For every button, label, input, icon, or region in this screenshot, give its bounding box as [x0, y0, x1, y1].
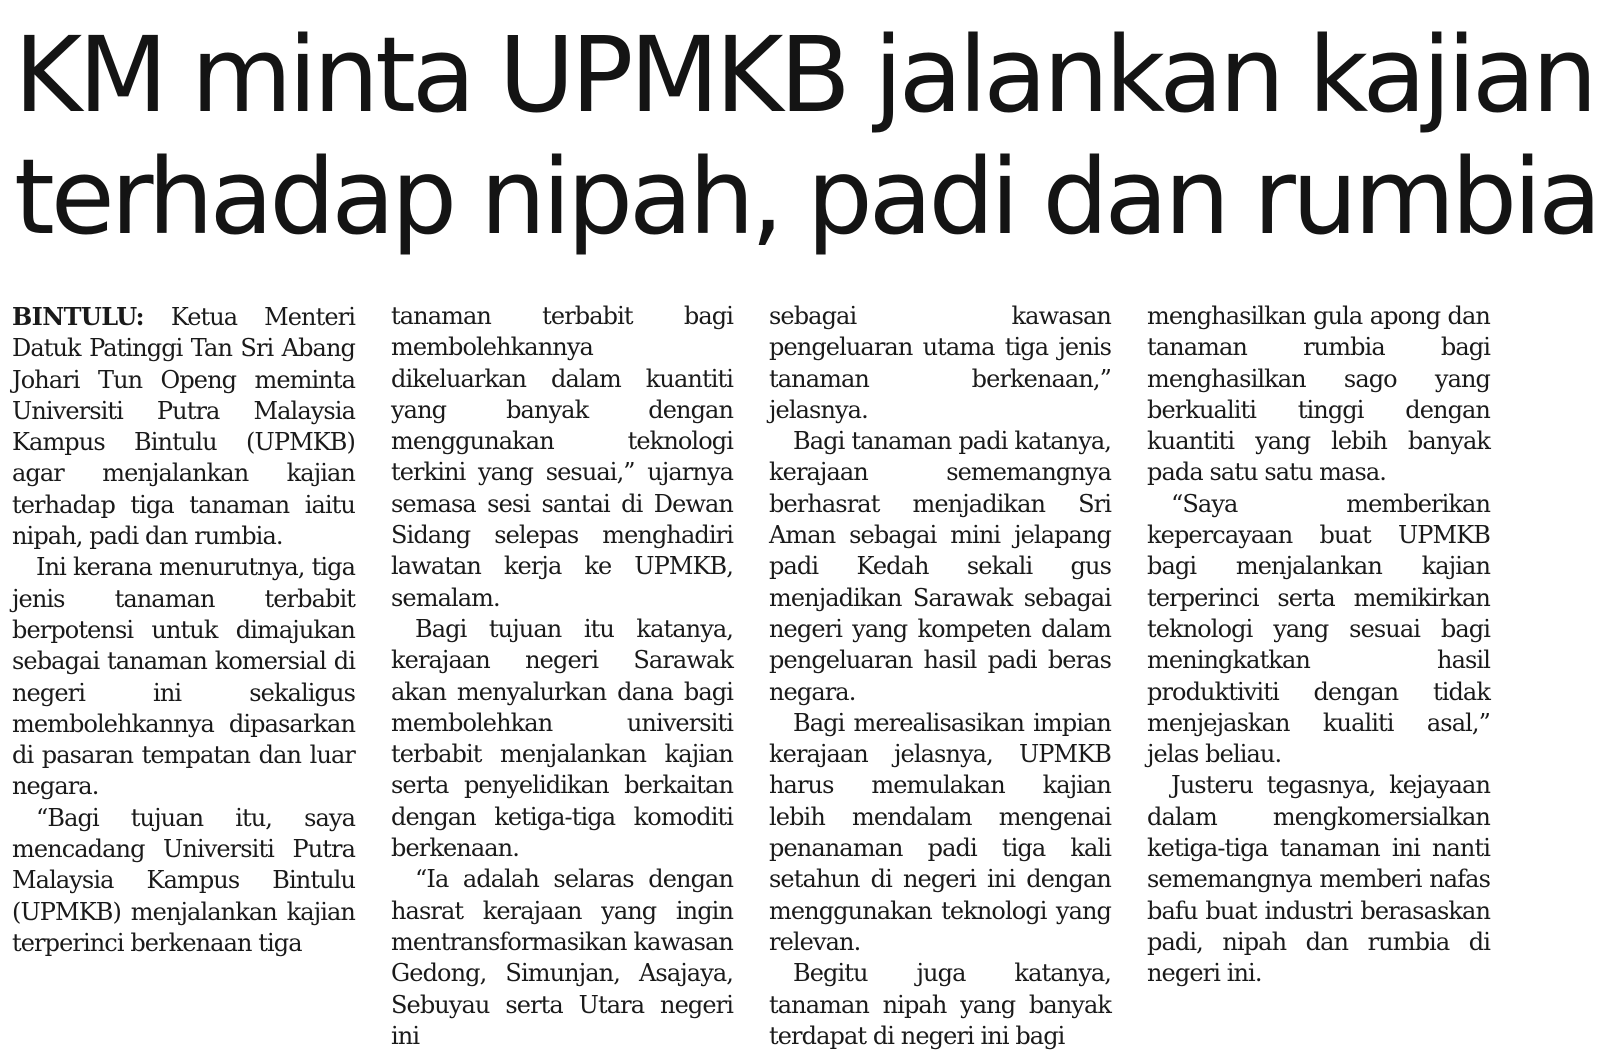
paragraph: Justeru tegasnya, kejayaan dalam mengkomersialkan ketiga-tiga tanaman ini nanti sememangnya memberi nafas bafu buat industri berasaskan padi, nipah dan rumbia di negeri ini. — [1147, 771, 1490, 988]
paragraph: Ini kerana menurutnya, tiga jenis tanaman terbabit berpotensi untuk dimajukan sebagai tanaman komersial di negeri ini sekaligus membolehkannya dipasarkan di pasaran tempatan dan luar negara. — [12, 553, 355, 801]
paragraph: Begitu juga katanya, tanaman nipah yang banyak terdapat di negeri ini bagi — [769, 959, 1111, 1050]
dateline: BINTULU: — [12, 302, 144, 331]
headline-line-2: terhadap nipah, padi dan rumbia — [14, 136, 1598, 258]
article-column-3 — [769, 301, 1111, 1050]
paragraph: sebagai kawasan pengeluaran utama tiga jenis tanaman berkenaan,” jelasnya. — [769, 302, 1111, 424]
article-column-4 — [1147, 301, 1490, 1007]
paragraph: Bagi merealisasikan impian kerajaan jelasnya, UPMKB harus memulakan kajian lebih mendalam mengenai penanaman padi tiga kali setahun di negeri ini dengan menggunakan teknologi yang relevan. — [769, 708, 1111, 956]
paragraph: “Ia adalah selaras dengan hasrat kerajaan yang ingin mentransformasikan kawasan Gedong, Simunjan, Asajaya, Sebuyau serta Utara negeri ini — [391, 865, 733, 1050]
paragraph: menghasilkan gula apong dan tanaman rumbia bagi menghasilkan sago yang berkualiti tinggi dengan kuantiti yang lebih banyak pada satu satu masa. — [1147, 302, 1490, 487]
paragraph: “Bagi tujuan itu, saya mencadang Universiti Putra Malaysia Kampus Bintulu (UPMKB) menjalankan kajian terperinci berkenaan tiga — [12, 803, 355, 957]
headline-line-1: KM minta UPMKB jalankan kajian — [14, 14, 1594, 136]
headline — [14, 14, 1598, 258]
article-column-1 — [12, 301, 355, 1007]
article-body — [12, 301, 1490, 1050]
article-column-2 — [391, 301, 733, 1050]
lead-paragraph — [12, 301, 355, 552]
paragraph: tanaman terbabit bagi membolehkannya dikeluarkan dalam kuantiti yang banyak dengan menggunakan teknologi terkini yang sesuai,” ujarnya semasa sesi santai di Dewan Sidang selepas menghadiri lawatan kerja ke UPMKB, semalam. — [391, 302, 733, 612]
paragraph: “Saya memberikan kepercayaan buat UPMKB bagi menjalankan kajian terperinci serta memikirkan teknologi yang sesuai bagi meningkatkan hasil produktiviti dengan tidak menjejaskan kualiti asal,” jelas beliau. — [1147, 489, 1490, 769]
paragraph: Bagi tujuan itu katanya, kerajaan negeri Sarawak akan menyalurkan dana bagi membolehkan universiti terbabit menjalankan kajian serta penyelidikan berkaitan dengan ketiga-tiga komoditi berkenaan. — [391, 614, 733, 863]
paragraph-text: Ketua Menteri Datuk Patinggi Tan Sri Abang Johari Tun Openg meminta Universiti Putra Malaysia Kampus Bintulu (UPMKB) agar menjalankan kajian terhadap tiga tanaman iaitu nipah, padi dan rumbia. — [12, 303, 356, 551]
paragraph: Bagi tanaman padi katanya, kerajaan sememangnya berhasrat menjadikan Sri Aman sebagai mini jelapang padi Kedah sekali gus menjadikan Sarawak sebagai negeri yang kompeten dalam pengeluaran hasil padi beras negara. — [769, 427, 1111, 706]
